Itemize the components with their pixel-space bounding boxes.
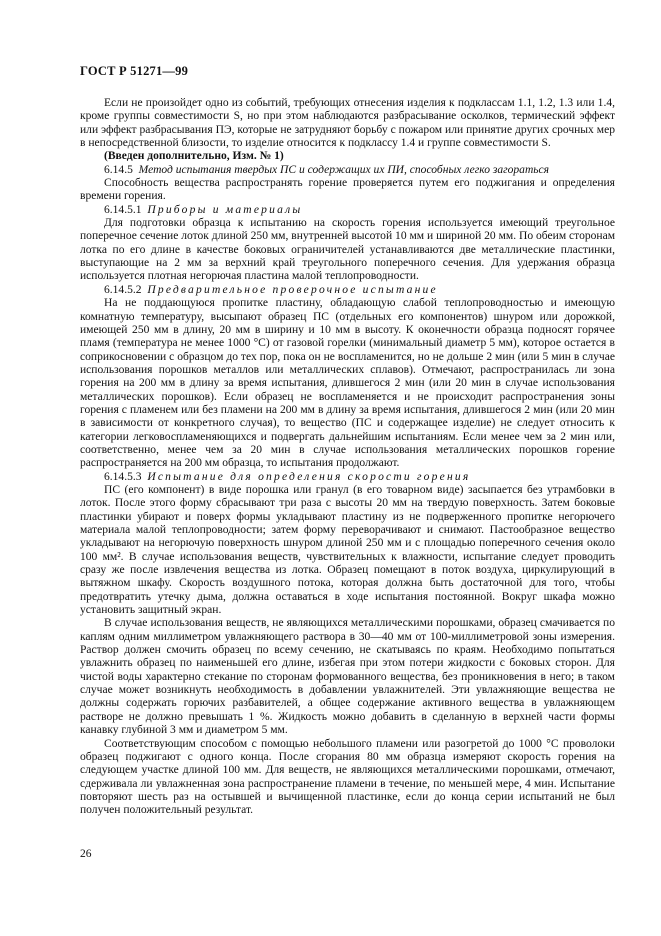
subsection-title: Приборы и материалы	[147, 203, 303, 216]
paragraph: Способность вещества распространять горение проверяется путем его поджигания и определения времени горения.	[80, 177, 615, 203]
section-heading	[80, 164, 615, 177]
paragraph: Если не произойдет одно из событий, требующих отнесения изделия к подклассам 1.1, 1.2, 1.3 или 1.4, кроме группы совместимости S, но при этом наблюдаются разбрасывание осколков, термический эффект или эффект разбрасывания ПЭ, которые не затрудняют борьбу с пожаром или принятие других срочных мер в непосредственной близости, то изделие относится к подклассу 1.4 и группе совместимости S.	[80, 97, 615, 150]
paragraph: В случае использования веществ, не являющихся металлическими порошками, образец смачивается по каплям одним миллиметром увлажняющего раствора в 30—40 мм от 100-миллиметровой зоны измерения. Раствор должен смочить образец по всему сечению, не скатываясь по краям. Необходимо попытаться увлажнить образец по наименьшей его длине, избегая при этом потери жидкости с боковых сторон. Для чистой воды характерно стекание по сторонам формованного вещества, без проникновения в него; в таком случае может возникнуть необходимость в добавлении увлажнителей. Эти увлажняющие вещества не должны содержать горючих разбавителей, а общее содержание активного вещества в увлажняющем растворе не должно превышать 1 %. Жидкость можно добавить в сделанную в верхней части формы канавку глубиной 3 мм и диаметром 5 мм.	[80, 617, 615, 737]
subsection-title: Предварительное проверочное испытание	[147, 283, 438, 296]
section-title: Метод испытания твердых ПС и содержащих их ПИ, способных легко загораться	[138, 163, 550, 176]
paragraph: На не поддающуюся пропитке пластину, обладающую слабой теплопроводностью и имеющую комнатную температуру, высыпают образец ПС (отдельных его компонентов) шнуром или дорожкой, имеющей 250 мм в длину, 20 мм в ширину и 10 мм в высоту. К оконечности образца подносят горячее пламя (температура не менее 1000 °С) от газовой горелки (минимальный диаметр 5 мм), которое остается в соприкосновении с образцом до тех пор, пока он не воспламенится, но не дольше 2 мин (или 5 мин в случае использования порошков металлов или металлических сплавов). Отмечают, распространилась ли зона горения на 200 мм в длину за время испытания, длившегося 2 мин (или 20 мин в случае использования металлических порошков). Если образец не воспламеняется и не происходит распространения зоны горения с пламенем или без пламени на 200 мм в длину за время испытания, длившегося 2 мин (или 20 мин в зависимости от конкретного случая), то вещество (ПС и содержащее изделие) не следует относить к категории легковоспламеняющихся и подвергать дальнейшим испытаниям. Если менее чем за 2 мин или, соответственно, менее чем за 20 мин в случае использования металлических порошков горение распространяется на 200 мм образца, то испытания продолжают.	[80, 297, 615, 470]
subsection-heading	[80, 204, 615, 217]
page-number: 26	[80, 848, 92, 860]
subsection-title: Испытание для определения скорости горения	[147, 470, 471, 483]
document-header: ГОСТ Р 51271—99	[80, 64, 189, 78]
subsection-number: 6.14.5.3	[104, 470, 142, 483]
subsection-heading	[80, 471, 615, 484]
amendment-note: (Введен дополнительно, Изм. № 1)	[104, 150, 284, 163]
section-number: 6.14.5	[104, 163, 133, 176]
paragraph: ПС (его компонент) в виде порошка или гранул (в его товарном виде) засыпается без утрамбовки в лоток. После этого форму сбрасывают три раза с высоты 20 мм на твердую поверхность. Затем боковые пластинки убирают и поверх формы укладывают пластину из не подверженного пропитке негорючего материала малой теплопроводности; затем форму переворачивают и снимают. Пастообразное вещество укладывают на негорючую поверхность шнуром длиной 250 мм и с площадью поперечного сечения около 100 мм². В случае использования веществ, чувствительных к влажности, испытание следует проводить сразу же после извлечения вещества из лотка. Образец помещают в поток воздуха, циркулирующий в вытяжном шкафу. Скорость воздушного потока, которая должна быть достаточной для того, чтобы предотвратить утечку дыма, должна оставаться в ходе испытания постоянной. Вокруг шкафа можно установить защитный экран.	[80, 483, 615, 617]
subsection-number: 6.14.5.2	[104, 283, 142, 296]
paragraph: Для подготовки образца к испытанию на скорость горения используется имеющий треугольное поперечное сечение лоток длиной 250 мм, внутренней высотой 10 мм и шириной 20 мм. По обеим сторонам лотка по его длине в качестве боковых ограничителей устанавливаются две металлические пластинки, выступающие на 2 мм за верхний край треугольного поперечного сечения. Для удержания образца используется плотная негорючая пластина малой теплопроводности.	[80, 217, 615, 283]
subsection-heading	[80, 284, 615, 297]
subsection-number: 6.14.5.1	[104, 203, 142, 216]
paragraph: Соответствующим способом с помощью небольшого пламени или разогретой до 1000 °С проволоки образец поджигают с одного конца. После сгорания 80 мм образца измеряют скорость горения на следующем участке длиной 100 мм. Для веществ, не являющихся металлическими порошками, отмечают, сдерживала ли увлажненная зона распространение пламени в течение, по меньшей мере, 4 мин. Испытание повторяют шесть раз на остывшей и вычищенной пластинке, если до конца серии испытаний не был получен положительный результат.	[80, 737, 615, 817]
document-body	[80, 97, 615, 818]
